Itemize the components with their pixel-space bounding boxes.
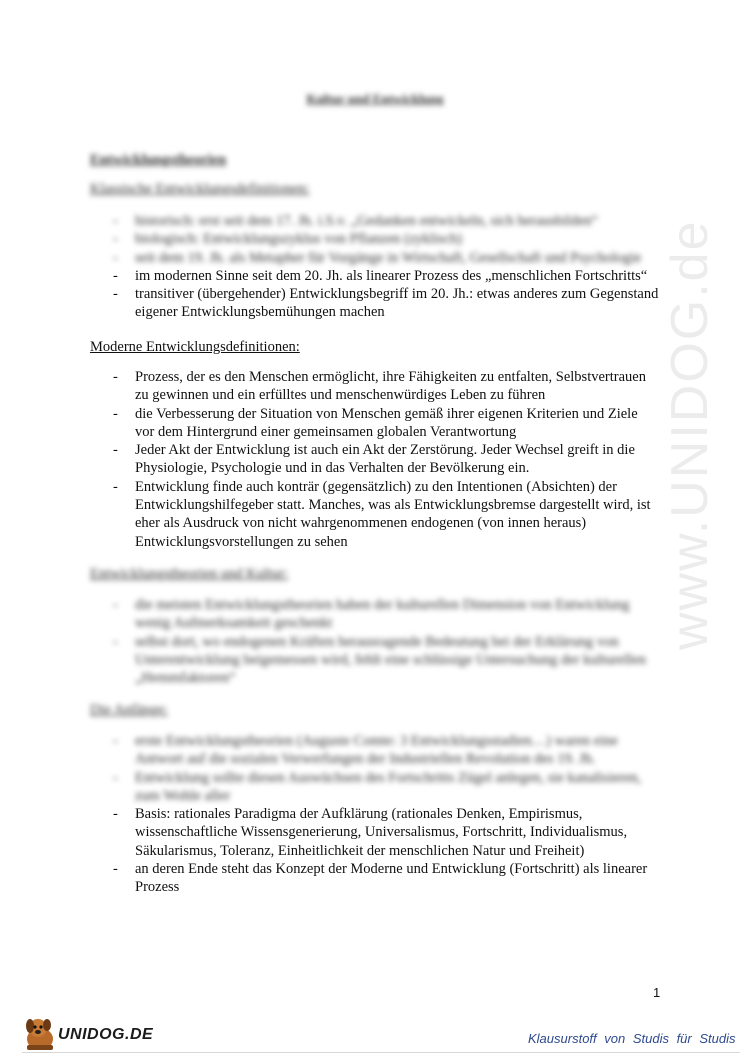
- subsection-heading-klassische: Klassische Entwicklungsdefinitionen:: [90, 181, 310, 197]
- list-kultur: [90, 596, 660, 687]
- list-item: - transitiver (übergehender) Entwicklungsbegriff im 20. Jh.: etwas anderes zum Gegenstand eigener Entwicklungsbemühungen machen: [113, 286, 659, 321]
- list-item: - im modernen Sinne seit dem 20. Jh. als linearer Prozess des „menschlichen Fortschritts“: [113, 267, 648, 284]
- list-item: - Jeder Akt der Entwicklung ist auch ein Akt der Zerstörung. Jeder Wechsel greift in die Physiologie, Psychologie und in das Verhalten der Bevölkerung ein.: [113, 442, 635, 477]
- subsection-heading-anfaenge: Die Anfänge:: [90, 702, 168, 718]
- list-item: - an deren Ende steht das Konzept der Moderne und Entwicklung (Fortschritt) als linearer Prozess: [113, 861, 648, 896]
- list-klassische: [90, 212, 660, 322]
- list-item: - die meisten Entwicklungstheorien haben der kulturellen Dimension von Entwicklung wenig Aufmerksamkeit geschenkt: [113, 597, 630, 632]
- list-item: - Entwicklung finde auch konträr (gegensätzlich) zu den Intentionen (Absichten) der Entwicklungshilfegeber statt. Manches, was als Entwicklungsbremse dargestellt wird, ist eher als Ausdruck von nicht wahrgenommenen endogenen (von innen heraus) Entwicklungsvorstellungen zu sehen: [113, 478, 651, 550]
- list-item: - Prozess, der es den Menschen ermöglicht, ihre Fähigkeiten zu entfalten, Selbstvertrauen zu gewinnen und ein erfülltes und menschenwürdiges Leben zu führen: [113, 369, 646, 404]
- subsection-heading-moderne: Moderne Entwicklungsdefinitionen:: [90, 339, 300, 355]
- section-heading: Entwicklungstheorien: [90, 152, 227, 168]
- footer-divider: [22, 1052, 740, 1053]
- list-item: - Basis: rationales Paradigma der Aufklärung (rationales Denken, Empirismus, wissenschaftliche Wissensgenerierung, Universalismus, Fortschritt, Individualismus, Säkularismus, Toleranz, Einheitlichkeit der menschlichen Natur und Freiheit): [113, 806, 628, 859]
- list-item: - biologisch: Entwicklungszyklus von Pflanzen (zyklisch): [113, 231, 463, 248]
- list-item: - erste Entwicklungstheorien (Auguste Comte: 3 Entwicklungsstadien…) waren eine Antwort auf die sozialen Verwerfungen der Industriellen Revolution des 19. Jh.: [113, 733, 618, 768]
- logo-text: UNIDOG.DE: [58, 1026, 154, 1043]
- page-number: 1: [653, 985, 661, 1000]
- list-moderne: [90, 368, 660, 551]
- document-title: Kultur und Entwicklung: [306, 91, 444, 106]
- list-item: - Entwicklung sollte diesen Auswüchsen des Fortschritts Zügel anlegen, sie kanalisieren, zum Wohle aller: [113, 769, 642, 804]
- watermark: www.UNIDOG.de: [661, 219, 719, 650]
- subsection-heading-kultur: Entwicklungstheorien und Kultur:: [90, 566, 289, 582]
- list-item: - seit dem 19. Jh. als Metapher für Vorgänge in Wirtschaft, Gesellschaft und Psychologie: [113, 249, 642, 266]
- list-item: - die Verbesserung der Situation von Menschen gemäß ihrer eigenen Kriterien und Ziele vor dem Hintergrund einer gemeinsamen globalen Verantwortung: [113, 405, 638, 440]
- unidog-logo[interactable]: [22, 1015, 157, 1053]
- footer-tagline: Klausurstoff von Studis für Studis: [528, 1031, 736, 1046]
- dog-icon: [22, 1015, 58, 1053]
- list-item: - historisch: erst seit dem 17. Jh. i.S.v. „Gedanken entwickeln, sich herausbilden“: [113, 213, 598, 229]
- list-item: - selbst dort, wo endogenen Kräften herausragende Bedeutung bei der Erklärung von Unterentwicklung beigemessen wird, fehlt eine schlüssige Untersuchung der kulturellen „Hemmfaktoren“: [113, 633, 646, 687]
- list-anfaenge: [90, 732, 660, 897]
